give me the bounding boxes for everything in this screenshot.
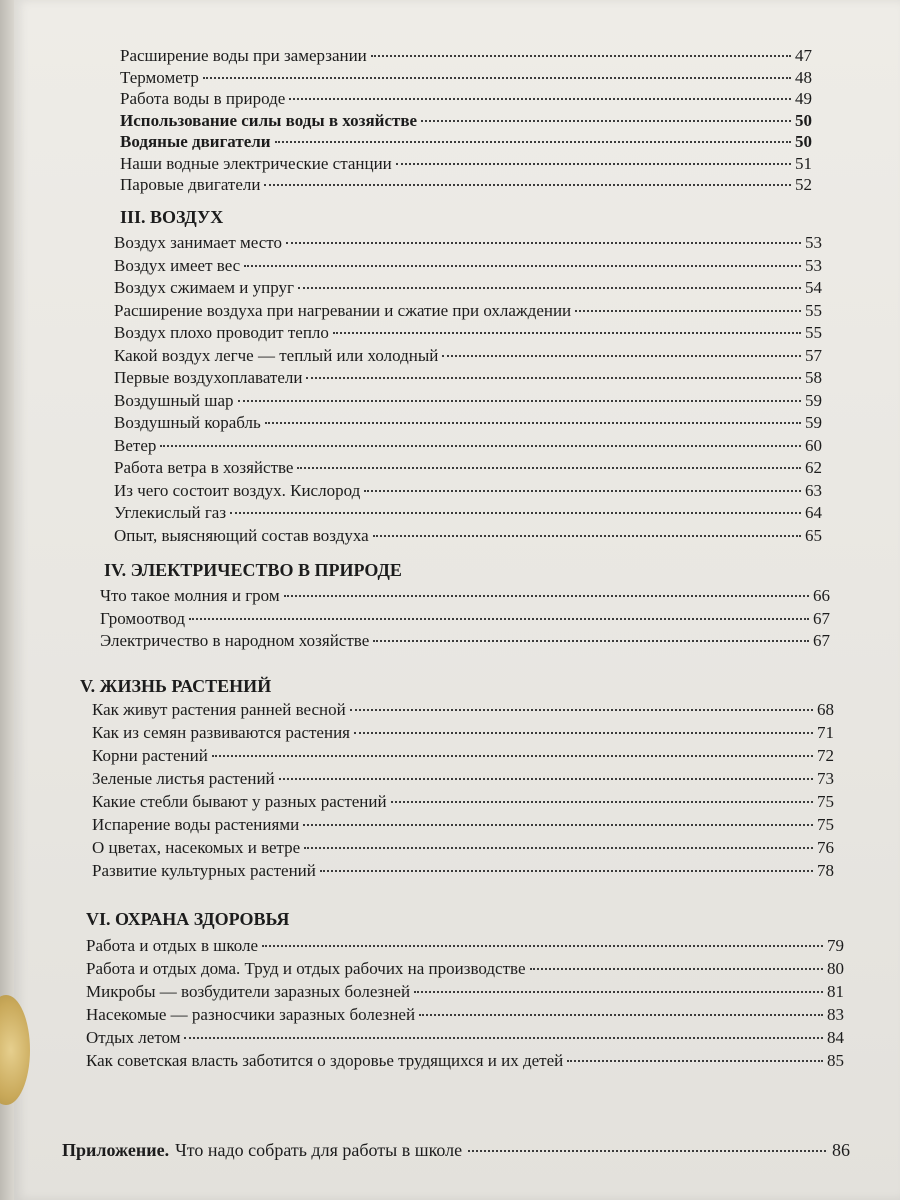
leader-dots <box>298 286 801 289</box>
leader-dots <box>160 444 801 447</box>
leader-dots <box>373 639 809 642</box>
entry-page-number: 67 <box>813 631 830 650</box>
leader-dots <box>304 846 813 849</box>
toc-entry <box>114 346 822 366</box>
entry-title: Отдых летом <box>86 1028 181 1047</box>
leader-dots <box>189 617 809 620</box>
section-heading: III. ВОЗДУХ <box>120 207 224 227</box>
toc-entry <box>114 233 822 253</box>
entry-title: Насекомые — разносчики заразных болезней <box>86 1005 416 1024</box>
appendix-entry <box>62 1140 850 1161</box>
entry-title: Зеленые листья растений <box>92 769 275 788</box>
entry-title: Испарение воды растениями <box>92 815 300 834</box>
leader-dots <box>354 731 813 734</box>
entry-page-number: 53 <box>805 233 822 252</box>
leader-dots <box>284 594 809 597</box>
entry-page-number: 66 <box>813 586 830 605</box>
entry-page-number: 47 <box>795 46 812 65</box>
leader-dots <box>575 309 801 312</box>
leader-dots <box>320 869 813 872</box>
entry-title: Первые воздухоплаватели <box>114 368 303 387</box>
entry-page-number: 71 <box>817 723 834 742</box>
leader-dots <box>567 1059 823 1062</box>
entry-page-number: 78 <box>817 861 834 880</box>
entry-title: Паровые двигатели <box>120 175 261 194</box>
leader-dots <box>244 264 801 267</box>
entry-title: Расширение воды при замерзании <box>120 46 367 65</box>
entry-page-number: 68 <box>817 700 834 719</box>
toc-entry <box>114 481 822 501</box>
leader-dots <box>373 534 801 537</box>
appendix-title: Что надо собрать для работы в школе <box>175 1140 463 1160</box>
toc-entry <box>120 68 812 88</box>
section-heading: IV. ЭЛЕКТРИЧЕСТВО В ПРИРОДЕ <box>104 560 402 580</box>
entry-title: Воздух занимает место <box>114 233 282 252</box>
leader-dots <box>303 823 813 826</box>
leader-dots <box>396 162 791 165</box>
leader-dots <box>275 140 791 143</box>
toc-entry <box>120 89 812 109</box>
entry-title: Из чего состоит воздух. Кислород <box>114 480 361 500</box>
entry-title: Что такое молния и гром <box>100 586 280 605</box>
entry-page-number: 63 <box>805 480 822 500</box>
entry-title: О цветах, насекомых и ветре <box>92 838 301 857</box>
entry-title: Углекислый газ <box>114 503 227 522</box>
leader-dots <box>297 466 801 469</box>
entry-title: Работа и отдых дома. Труд и отдых рабочих на производстве <box>86 959 526 978</box>
entry-title: Воздушный шар <box>114 390 234 410</box>
entry-title: Воздушный корабль <box>114 413 261 432</box>
entry-title: Работа и отдых в школе <box>86 936 259 955</box>
entry-page-number: 72 <box>817 746 834 765</box>
entry-title: Водяные двигатели <box>120 132 271 151</box>
toc-entry <box>120 111 812 131</box>
entry-page-number: 51 <box>795 153 812 173</box>
entry-page-number: 80 <box>827 959 844 978</box>
entry-page-number: 48 <box>795 67 812 87</box>
leader-dots <box>350 708 813 711</box>
entry-title: Опыт, выясняющий состав воздуха <box>114 525 369 545</box>
entry-page-number: 58 <box>805 368 822 387</box>
toc-entry <box>120 175 812 195</box>
leader-dots <box>289 97 791 100</box>
entry-page-number: 64 <box>805 503 822 522</box>
entry-page-number: 55 <box>805 323 822 342</box>
toc-entry <box>92 815 834 835</box>
leader-dots <box>391 800 813 803</box>
toc-entry <box>92 700 834 720</box>
toc-entry <box>86 959 844 979</box>
leader-dots <box>265 421 801 424</box>
toc-entry <box>120 154 812 174</box>
entry-page-number: 65 <box>805 525 822 545</box>
entry-title: Использование силы воды в хозяйстве <box>120 110 418 130</box>
leader-dots <box>530 967 824 970</box>
entry-page-number: 50 <box>795 132 812 151</box>
leader-dots <box>184 1036 823 1039</box>
entry-title: Термометр <box>120 67 199 87</box>
toc-entry <box>114 256 822 276</box>
leader-dots <box>286 241 801 244</box>
toc-entry <box>92 746 834 766</box>
toc-entry <box>86 1028 844 1048</box>
entry-page-number: 73 <box>817 769 834 788</box>
entry-page-number: 49 <box>795 89 812 108</box>
entry-title: Ветер <box>114 435 157 455</box>
toc-entry <box>86 936 844 956</box>
entry-page-number: 75 <box>817 792 834 811</box>
entry-title: Громоотвод <box>100 608 185 628</box>
leader-dots <box>230 511 801 514</box>
entry-page-number: 67 <box>813 608 830 628</box>
leader-dots <box>306 376 801 379</box>
entry-page-number: 50 <box>795 110 812 130</box>
entry-title: Работа воды в природе <box>120 89 286 108</box>
toc-entry <box>114 526 822 546</box>
entry-title: Воздух плохо проводит тепло <box>114 323 329 342</box>
toc-entry <box>114 278 822 298</box>
entry-page-number: 59 <box>805 413 822 432</box>
toc-entry <box>114 368 822 388</box>
appendix-label: Приложение. <box>62 1140 170 1160</box>
entry-page-number: 53 <box>805 255 822 275</box>
toc-entry <box>100 609 830 629</box>
entry-title: Воздух имеет вес <box>114 255 241 275</box>
toc-entry <box>92 723 834 743</box>
section-heading: VI. ОХРАНА ЗДОРОВЬЯ <box>86 909 290 929</box>
leader-dots <box>371 54 791 57</box>
leader-dots <box>419 1013 823 1016</box>
entry-page-number: 60 <box>805 435 822 455</box>
entry-page-number: 79 <box>827 936 844 955</box>
leader-dots <box>262 944 823 947</box>
leader-dots <box>212 754 813 757</box>
toc-entry <box>92 769 834 789</box>
leader-dots <box>333 331 801 334</box>
entry-title: Микробы — возбудители заразных болезней <box>86 982 411 1001</box>
entry-title: Электричество в народном хозяйстве <box>100 631 370 650</box>
leader-dots <box>264 183 791 186</box>
entry-page-number: 54 <box>805 278 822 297</box>
leader-dots <box>421 119 791 122</box>
entry-page-number: 85 <box>827 1051 844 1070</box>
entry-title: Корни растений <box>92 746 208 765</box>
entry-page-number: 75 <box>817 815 834 834</box>
toc-entry <box>114 458 822 478</box>
section-heading: V. ЖИЗНЬ РАСТЕНИЙ <box>80 676 272 696</box>
entry-page-number: 76 <box>817 838 834 857</box>
entry-page-number: 84 <box>827 1028 844 1047</box>
entry-title: Какие стебли бывают у разных растений <box>92 792 387 811</box>
entry-page-number: 83 <box>827 1005 844 1024</box>
toc-entry <box>114 413 822 433</box>
entry-page-number: 81 <box>827 982 844 1001</box>
entry-page-number: 57 <box>805 345 822 365</box>
toc-entry <box>86 1051 844 1071</box>
toc-entry <box>114 436 822 456</box>
toc-entry <box>114 503 822 523</box>
entry-title: Наши водные электрические станции <box>120 153 392 173</box>
entry-title: Как советская власть заботится о здоровье трудящихся и их детей <box>86 1051 564 1070</box>
entry-title: Какой воздух легче — теплый или холодный <box>114 345 439 365</box>
entry-title: Воздух сжимаем и упруг <box>114 278 294 297</box>
entry-page-number: 55 <box>805 300 822 320</box>
toc-entry <box>100 586 830 606</box>
toc-entry <box>92 838 834 858</box>
toc-entry <box>114 301 822 321</box>
toc-entry <box>120 132 812 152</box>
leader-dots <box>364 489 801 492</box>
toc-entry <box>114 391 822 411</box>
entry-title: Расширение воздуха при нагревании и сжатие при охлаждении <box>114 300 572 320</box>
toc-entry <box>92 861 834 881</box>
toc-entry <box>100 631 830 651</box>
entry-page-number: 52 <box>795 175 812 194</box>
entry-page-number: 62 <box>805 458 822 477</box>
leader-dots <box>238 399 802 402</box>
toc-entry <box>86 1005 844 1025</box>
appendix-page: 86 <box>832 1140 850 1160</box>
toc-entry <box>120 46 812 66</box>
toc-entry <box>92 792 834 812</box>
toc-entry <box>114 323 822 343</box>
entry-title: Развитие культурных растений <box>92 861 316 880</box>
leader-dots <box>279 777 813 780</box>
leader-dots <box>414 990 823 993</box>
entry-title: Как живут растения ранней весной <box>92 700 346 719</box>
entry-page-number: 59 <box>805 390 822 410</box>
leader-dots <box>203 76 791 79</box>
leader-dots <box>468 1150 826 1152</box>
toc-entry <box>86 982 844 1002</box>
entry-title: Работа ветра в хозяйстве <box>114 458 294 477</box>
entry-title: Как из семян развиваются растения <box>92 723 350 742</box>
leader-dots <box>442 354 801 357</box>
